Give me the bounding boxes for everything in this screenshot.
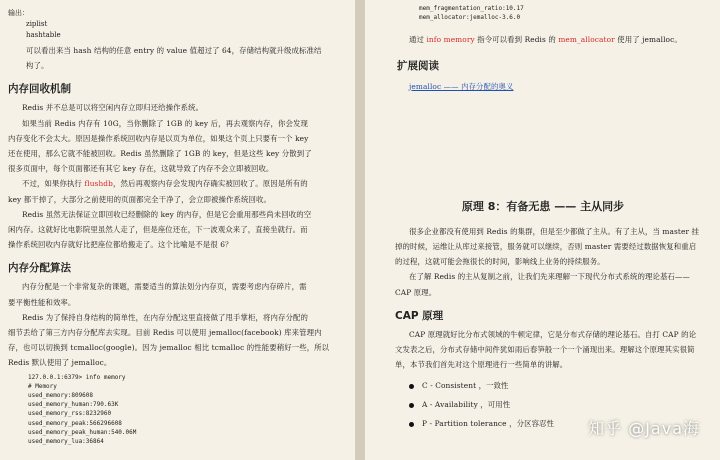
output-label: 输出：	[8, 9, 29, 17]
text-line: 掉的时候，运维让从库过来接管，服务就可以继续，否则 master 需要经过数据恢复和重启	[395, 242, 697, 252]
code-line: 127.0.0.1:6379> info memory	[28, 373, 126, 381]
code-block-info-memory	[8, 373, 348, 447]
principle-8-title: 原理 8：有备无患 —— 主从同步	[461, 199, 625, 213]
text-line: 可以看出来当 hash 结构的任意 entry 的 value 值超过了 64，存储结构就升级成标准结	[26, 46, 322, 55]
code-line: used_memory_human:790.63K	[28, 401, 119, 409]
text-line: CAP 原理就好比分布式领域的牛顿定律，它是分布式存储的理论基石。自打 CAP 的论	[409, 329, 697, 339]
code-line: used_memory_peak:566296608	[28, 419, 122, 427]
bullet-dot-icon	[409, 422, 414, 427]
section-heading-extended-reading: 扩展阅读	[397, 59, 439, 72]
info-memory-keyword: info memory	[426, 35, 475, 45]
section-heading-cap: CAP 原理	[395, 309, 444, 322]
zhihu-watermark: 知乎 @Java海	[588, 419, 700, 438]
section-heading-memory-alloc: 内存分配算法	[8, 262, 71, 275]
mem-allocator-keyword: mem_allocator	[558, 35, 615, 45]
text-line: 在了解 Redis 的主从复制之前，让我们先来理解一下现代分布式系统的理论基石——	[409, 272, 690, 282]
text-line: CAP 原理。	[395, 287, 437, 297]
text-line: key 都干掉了，大部分之前使用的页面都完全干净了，会立即被操作系统回收。	[8, 194, 271, 204]
text-line: 还在使用，那么它就不能被回收。Redis 虽然删除了 1GB 的 key，但是这些 key 分散到了	[8, 149, 312, 159]
text-line: 文发表之后，分布式存储中间件犹如雨后春笋般一个一个涌现出来。理解这个原理其实很简	[395, 345, 695, 355]
text-line: 很多页面中，每个页面都还有其它 key 存在，这就导致了内存不会立即被回收。	[8, 164, 274, 174]
paragraph: Redis 并不总是可以将空闲内存立即归还给操作系统。	[22, 103, 204, 113]
text-line: 存，也可以切换到 tcmalloc(google)。因为 jemalloc 相比 tcmalloc 的性能要稍好一些，所以	[8, 343, 330, 353]
text-line-flushdb: 不过，如果你执行 flushdb，然后再观察内存会发现内存确实被回收了。原因是所有的	[22, 179, 308, 189]
code-line: mem_allocator:jemalloc-3.6.0	[419, 14, 521, 22]
page-gutter	[355, 0, 365, 460]
section-heading-memory-recycle: 内存回收机制	[8, 83, 71, 96]
flushdb-keyword: flushdb	[84, 179, 113, 189]
text-line: Redis 为了保持自身结构的简单性，在内存分配这里直接做了甩手掌柜，将内存分配的	[22, 312, 308, 322]
text-line: 操作系统回收内存就好比把座位都给搬走了。这个比喻是不是很 6？	[8, 240, 233, 250]
text-line: 的过程，这就可能会拖很长的时间，影响线上业务的持续服务。	[395, 257, 605, 267]
text-line: 很多企业都没有使用到 Redis 的集群，但是至少都做了主从。有了主从，当 master 挂	[409, 226, 700, 236]
right-document-page	[365, 0, 720, 460]
bullet-dot-icon	[409, 403, 414, 408]
bullet-item: C - Consistent ，一致性	[409, 376, 711, 395]
code-line: mem_fragmentation_ratio:10.17	[419, 5, 524, 12]
code-line: used_memory_rss:8232960	[28, 410, 112, 418]
output-item: ziplist	[26, 20, 48, 28]
text-line: 内存变化不会太大。原因是操作系统回收内存是以页为单位，如果这个页上只要有一个 key	[8, 133, 309, 143]
bullet-item: A - Availability ，可用性	[409, 395, 711, 414]
left-document-page	[0, 0, 355, 460]
allocator-sentence: 通过 info memory 指令可以看到 Redis 的 mem_allocator 使用了 jemalloc。	[409, 35, 682, 45]
text-line: 构了。	[26, 61, 49, 71]
text-line: 细节丢给了第三方内存分配库去实现。目前 Redis 可以使用 jemalloc(facebook) 库来管理内	[8, 328, 322, 338]
text-line: 如果当前 Redis 内存有 10G，当你删除了 1GB 的 key 后，再去观察内存，你会发现	[22, 118, 308, 128]
code-line: # Memory	[28, 382, 57, 390]
code-block-allocator	[375, 4, 711, 22]
code-line: used_memory_lua:36864	[28, 438, 104, 446]
text-line: 内存分配是一个非常复杂的课题，需要适当的算法划分内存页，需要考虑内存碎片，需	[22, 282, 307, 292]
code-line: used_memory:809608	[28, 392, 94, 400]
text-line: 闲内存。这就好比电影院里虽然人走了，但是座位还在，下一波观众来了，直接坐就行。而	[8, 225, 308, 235]
code-line: used_memory_peak_human:540.06M	[28, 428, 137, 436]
output-item: hashtable	[26, 31, 61, 39]
jemalloc-link[interactable]: jemalloc —— 内存分配的奥义	[409, 81, 514, 91]
text-line: Redis 默认使用了 jemalloc。	[8, 358, 112, 368]
text-line: Redis 虽然无法保证立即回收已经删除的 key 的内存，但是它会重用那些尚未回收的空	[22, 209, 312, 219]
text-line: 单，本节我们首先对这个原理进行一些简单的讲解。	[395, 360, 568, 370]
bullet-item: P - Partition tolerance ，分区容忍性	[409, 414, 711, 433]
text-line: 要平衡性能和效率。	[8, 297, 76, 307]
bullet-dot-icon	[409, 384, 414, 389]
